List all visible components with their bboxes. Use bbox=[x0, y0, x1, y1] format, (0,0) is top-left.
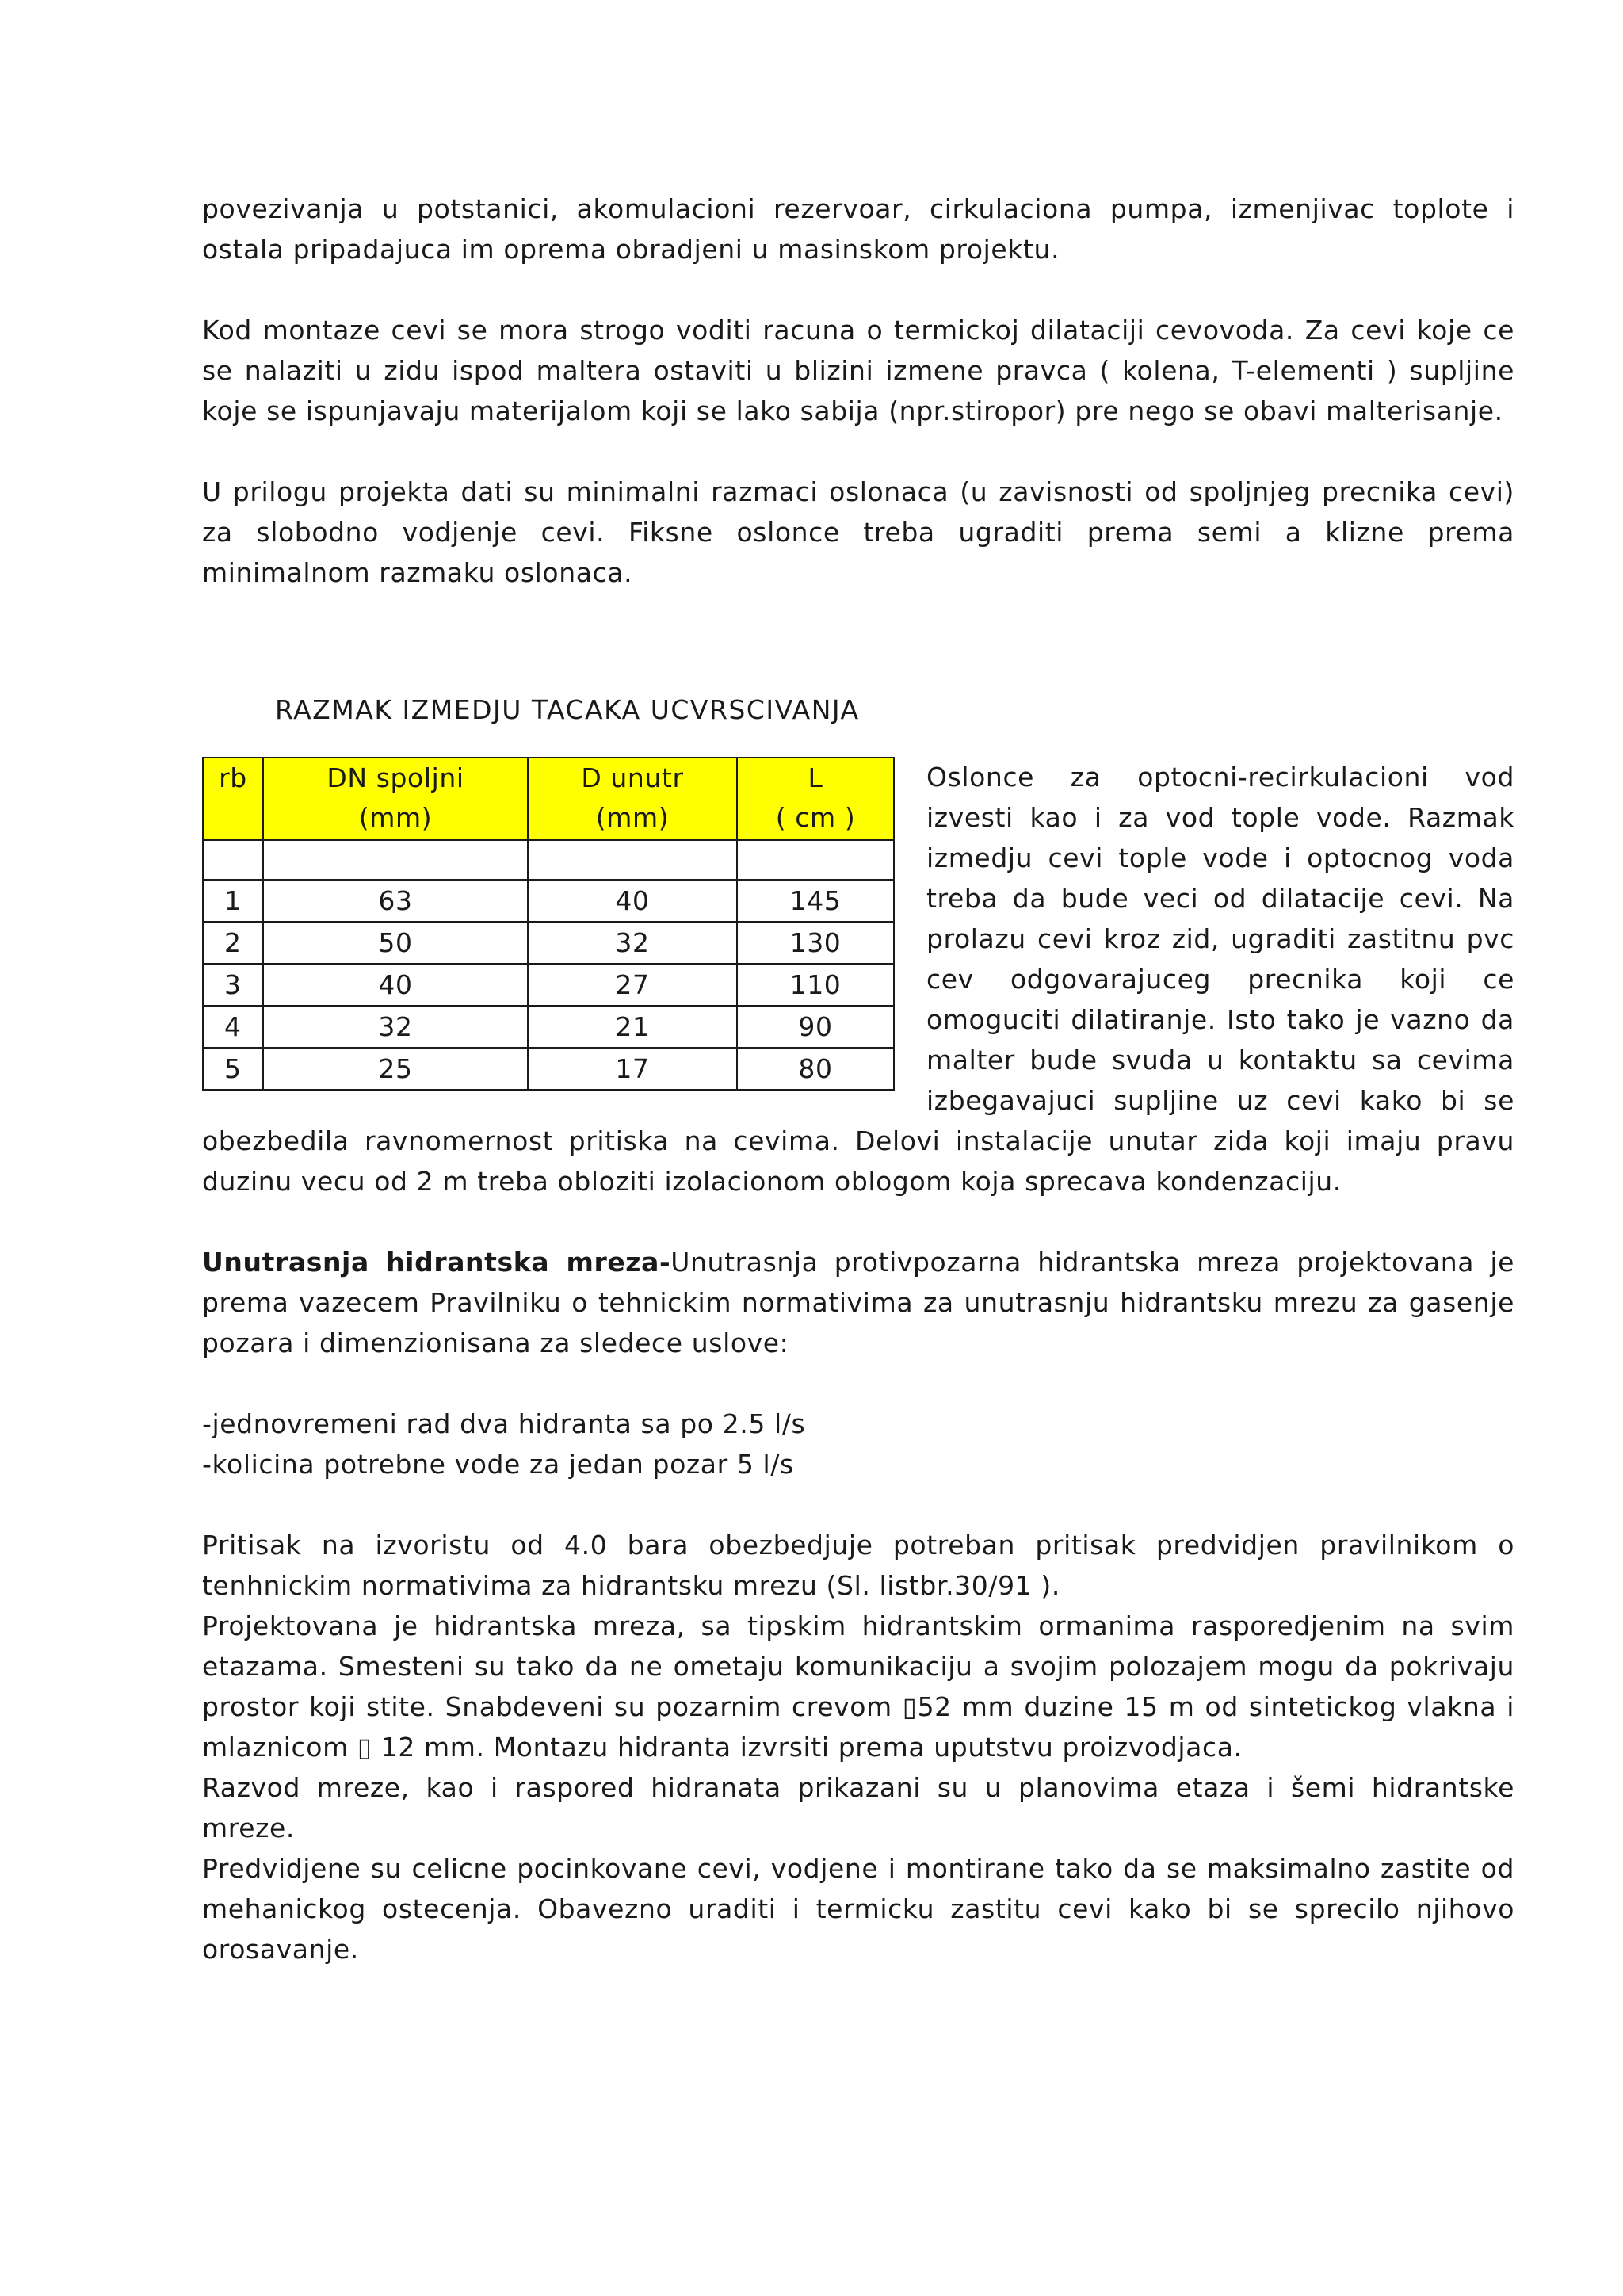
table-row: 4 32 21 90 bbox=[203, 1006, 894, 1048]
header-rb: rb bbox=[203, 758, 263, 840]
paragraph-support-notes: Oslonce za optocni-recirkulacioni vod izvesti kao i za vod tople vode. Razmak izmedju cevi tople vode i optocnog voda treba da bude veci od dilatacije cevi. Na prolazu cevi kroz zid, ugraditi zastitnu pvc cev odgovarajuceg precnika koji ce omoguciti dilatiranje. Isto tako je vazno da malter bude svuda u kontaktu sa cevima izbegavajuci supljine uz cevi kako bi se obezbedila ravnomernost pritiska na cevima. Delovi instalacije unutar zida koji imaju pravu duzinu vecu od 2 m treba obloziti izolacionom oblogom koja sprecava kondenzaciju. bbox=[202, 762, 1514, 1197]
support-spacing-table bbox=[202, 757, 895, 1091]
paragraph-support-spacing: U prilogu projekta dati su minimalni razmaci oslonaca (u zavisnosti od spoljnjeg precnika cevi) za slobodno vodjenje cevi. Fiksne oslonce treba ugraditi prema semi a klizne prema minimalnom razmaku oslonaca. bbox=[202, 476, 1514, 588]
condition-item: -jednovremeni rad dva hidranta sa po 2.5 l/s bbox=[202, 1408, 806, 1439]
table-row: 2 50 32 130 bbox=[203, 922, 894, 964]
paragraph-hydrant-layout: Razvod mreze, kao i raspored hidranata prikazani su u planovima etaza i šemi hidrantske mreze. bbox=[202, 1772, 1514, 1843]
header-dn-outer: DN spoljni (mm) bbox=[263, 758, 528, 840]
table-row: 5 25 17 80 bbox=[203, 1048, 894, 1090]
paragraph-pressure: Pritisak na izvoristu od 4.0 bara obezbedjuje potreban pritisak predvidjen pravilnikom o tenhnickim normativima za hidrantsku mrezu (Sl. listbr.30/91 ). bbox=[202, 1530, 1514, 1601]
header-d-inner: D unutr (mm) bbox=[528, 758, 737, 840]
table-row: 3 40 27 110 bbox=[203, 964, 894, 1006]
table-empty-row bbox=[203, 840, 894, 880]
condition-item: -kolicina potrebne vode za jedan pozar 5 l/s bbox=[202, 1449, 794, 1480]
table-heading: RAZMAK IZMEDJU TACAKA UCVRSCIVANJA bbox=[275, 694, 860, 725]
header-length: L ( cm ) bbox=[737, 758, 894, 840]
document-page bbox=[202, 189, 1514, 1969]
paragraph-hydrant-design: Projektovana je hidrantska mreza, sa tipskim hidrantskim ormanima rasporedjenim na svim etazama. Smesteni su tako da ne ometaju komunikaciju a svojim polozajem mogu da pokrivaju prostor koji stite. Snabdeveni su pozarnim crevom ▯52 mm duzine 15 m od sintetickog vlakna i mlaznicom ▯ 12 mm. Montazu hidranta izvrsiti prema uputstvu proizvodjaca. bbox=[202, 1610, 1514, 1763]
paragraph-hydrant-network: Unutrasnja hidrantska mreza-Unutrasnja protivpozarna hidrantska mreza projektovana je prema vazecem Pravilniku o tehnickim normativima za unutrasnju hidrantsku mrezu za gasenje pozara i dimenzionisana za sledece uslove: bbox=[202, 1247, 1514, 1358]
table-header-row bbox=[203, 758, 894, 840]
table-row: 1 63 40 145 bbox=[203, 880, 894, 922]
paragraph-thermal-dilatation: Kod montaze cevi se mora strogo voditi racuna o termickoj dilataciji cevovoda. Za cevi koje ce se nalaziti u zidu ispod maltera ostaviti u blizini izmene pravca ( kolena, T-elementi ) supljine koje se ispunjavaju materijalom koji se lako sabija (npr.stiropor) pre nego se obavi malterisanje. bbox=[202, 315, 1514, 426]
hydrant-conditions bbox=[202, 1404, 1514, 1484]
table-and-notes bbox=[202, 757, 1514, 1201]
paragraph-installation-links: povezivanja u potstanici, akomulacioni rezervoar, cirkulaciona pumpa, izmenjivac toplote i ostala pripadajuca im oprema obradjeni u masinskom projektu. bbox=[202, 193, 1514, 265]
paragraph-pipes: Predvidjene su celicne pocinkovane cevi, vodjene i montirane tako da se maksimalno zastite od mehanickog ostecenja. Obavezno uraditi i termicku zastitu cevi kako bi se sprecilo njihovo orosavanje. bbox=[202, 1853, 1514, 1965]
hydrant-section-title: Unutrasnja hidrantska mreza- bbox=[202, 1247, 671, 1278]
